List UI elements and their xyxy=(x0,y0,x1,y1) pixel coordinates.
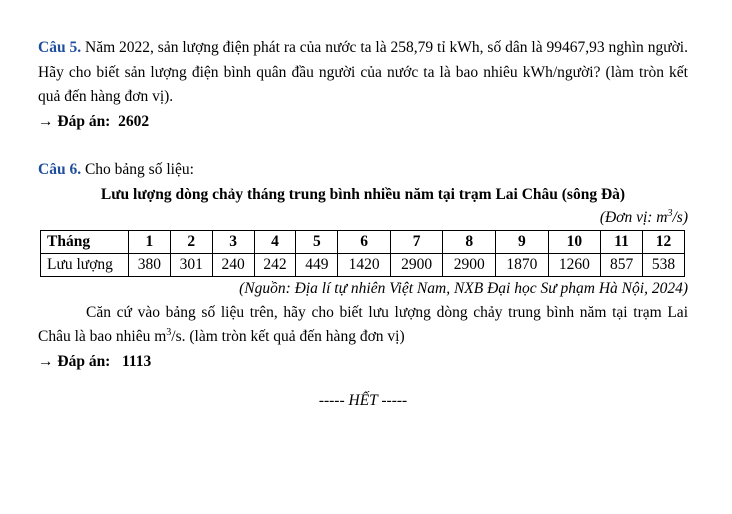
table-cell: 857 xyxy=(601,253,643,276)
table-cell: 1870 xyxy=(496,253,549,276)
question-6-intro: Cho bảng số liệu: xyxy=(84,161,194,178)
table-header-cell: 9 xyxy=(496,230,549,253)
question-6-label: Câu 6. xyxy=(38,161,82,178)
table-header-cell: 4 xyxy=(254,230,296,253)
answer-6-value: 1113 xyxy=(121,352,152,370)
table-header-cell: 3 xyxy=(212,230,254,253)
table-header-cell: 11 xyxy=(601,230,643,253)
table-cell: 242 xyxy=(254,253,296,276)
table-source: (Nguồn: Địa lí tự nhiên Việt Nam, NXB Đại học Sư phạm Hà Nội, 2024) xyxy=(239,279,688,297)
table-cell: Lưu lượng xyxy=(41,253,129,276)
arrow-icon: → xyxy=(38,112,54,130)
table-header-cell: 12 xyxy=(643,230,685,253)
arrow-icon: → xyxy=(38,352,54,370)
table-header-cell: 6 xyxy=(338,230,391,253)
table-unit: (Đơn vị: $m^3/s$) xyxy=(599,207,688,226)
end-marker: ----- HẾT ----- xyxy=(318,392,408,409)
question-6-text: Căn cứ vào bảng số liệu trên, hãy cho biết lưu lượng dòng chảy trung bình năm tại trạm Lai Châu là bao nhiêu $m^3/s$. (làm tròn kết quả đến hàng đơn vị) xyxy=(38,303,688,345)
document-page xyxy=(38,36,688,426)
table-cell: 538 xyxy=(643,253,685,276)
table-cell: 2900 xyxy=(390,253,443,276)
question-5-label: Câu 5. xyxy=(38,39,82,56)
table-cell: 2900 xyxy=(443,253,496,276)
table-header-cell: 1 xyxy=(129,230,171,253)
data-table xyxy=(40,230,685,277)
answer-5 xyxy=(38,110,688,135)
question-5 xyxy=(38,36,688,110)
table-cell: 380 xyxy=(129,253,171,276)
table-title: Lưu lượng dòng chảy tháng trung bình nhiều năm tại trạm Lai Châu (sông Đà) xyxy=(100,185,626,203)
answer-6-label: Đáp án: xyxy=(57,352,111,370)
table-header-cell: Tháng xyxy=(41,230,129,253)
table-header-cell: 7 xyxy=(390,230,443,253)
table-cell: 301 xyxy=(170,253,212,276)
table-cell: 1420 xyxy=(338,253,391,276)
answer-5-value: 2602 xyxy=(118,112,150,130)
table-header-cell: 5 xyxy=(296,230,338,253)
table-header-cell: 8 xyxy=(443,230,496,253)
answer-6 xyxy=(38,350,688,375)
table-cell: 1260 xyxy=(548,253,601,276)
answer-5-label: Đáp án: xyxy=(57,112,111,130)
question-6 xyxy=(38,158,688,183)
table-header-row xyxy=(41,230,685,253)
table-cell: 449 xyxy=(296,253,338,276)
table-header-cell: 10 xyxy=(548,230,601,253)
table-header-cell: 2 xyxy=(170,230,212,253)
question-5-text: Năm 2022, sản lượng điện phát ra của nước ta là 258,79 tỉ kWh, số dân là 99467,93 nghìn người. Hãy cho biết sản lượng điện bình quân đầu người của nước ta là bao nhiêu kWh/người? (làm tròn kết quả đến hàng đơn vị). xyxy=(38,39,688,105)
table-row xyxy=(41,253,685,276)
table-cell: 240 xyxy=(212,253,254,276)
